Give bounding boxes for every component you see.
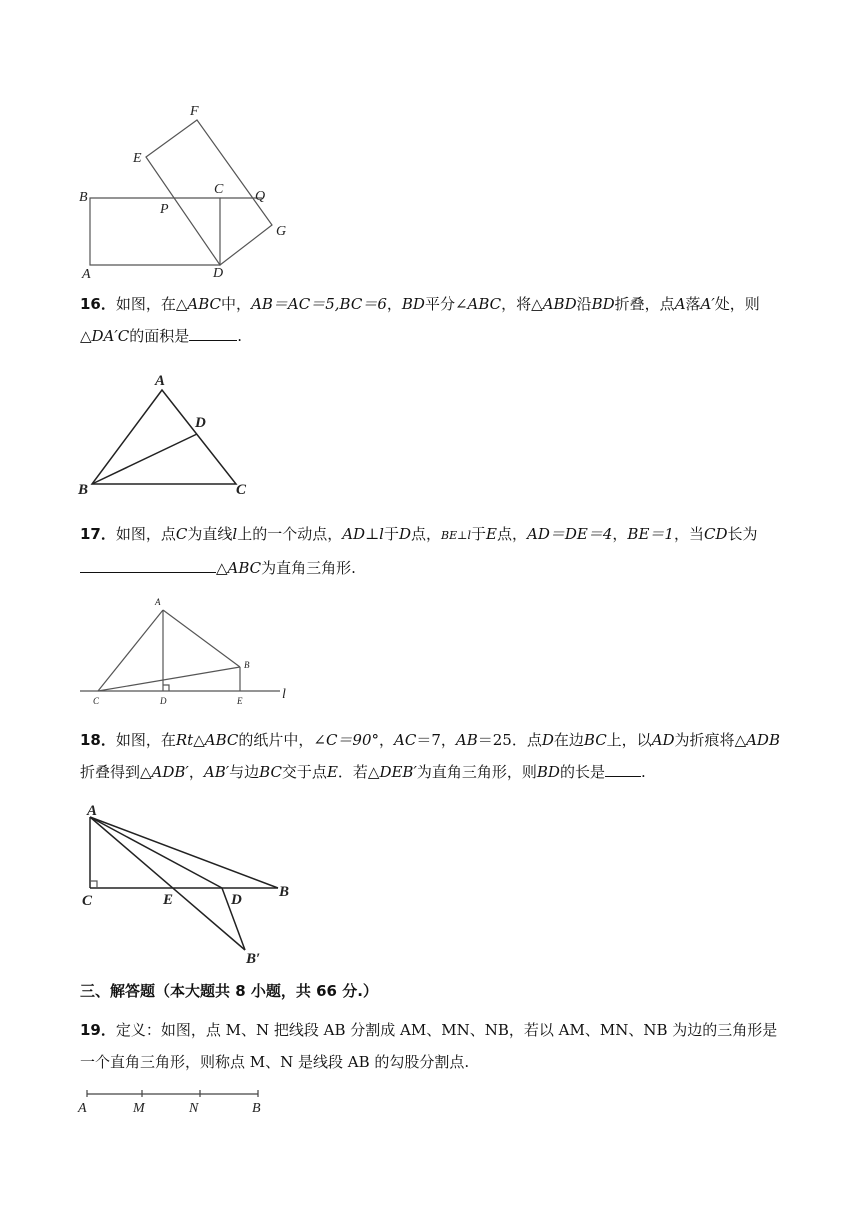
label-b: B	[279, 884, 290, 900]
triangle-abc	[92, 390, 236, 484]
label-a: A	[78, 1101, 87, 1116]
label-d: D	[160, 696, 167, 706]
label-b: B	[78, 482, 89, 498]
answer-blank[interactable]	[189, 324, 237, 341]
figure-18	[70, 800, 310, 970]
label-c: C	[93, 696, 100, 706]
label-e: E	[133, 151, 142, 166]
question-19	[80, 1014, 792, 1078]
rectangle-defg	[146, 120, 272, 265]
answer-blank[interactable]	[605, 760, 641, 777]
label-e: E	[163, 892, 174, 908]
label-a: A	[155, 373, 166, 389]
label-b: B	[79, 190, 88, 205]
segment-ab-prime	[90, 817, 245, 950]
figure-19	[70, 1085, 290, 1121]
section-title: 三、解答题（本大题共 8 小题，共 66 分.）	[80, 982, 378, 1000]
question-16: 16．如图，在△ABC中，AB＝AC＝5,BC＝6，BD平分∠ABC，将△ABD沿BD折叠，点A落A′处，则△DA′C的面积是 .	[80, 295, 760, 345]
label-d: D	[195, 415, 206, 431]
label-p: P	[160, 202, 169, 217]
label-d: D	[213, 266, 224, 281]
figure-16	[70, 370, 260, 500]
label-b: B	[252, 1101, 261, 1116]
label-c: C	[236, 482, 247, 498]
label-l: l	[282, 687, 286, 702]
question-text: 定义：如图，点 M、N 把线段 AB 分割成 AM、MN、NB，若以 AM、MN、NB 为边的三角形是一个直角三角形，则称点 M、N 是线段 AB 的勾股分割点.	[80, 1021, 778, 1071]
right-angle-mark	[163, 685, 169, 691]
question-number: 19．	[80, 1021, 116, 1039]
label-a: A	[82, 267, 91, 282]
right-angle-mark	[90, 881, 97, 888]
label-m: M	[133, 1101, 145, 1116]
figure-15	[70, 100, 300, 285]
label-d: D	[231, 892, 242, 908]
figure-17	[70, 592, 300, 712]
segment-bd	[92, 434, 197, 484]
label-e: E	[237, 696, 243, 706]
label-n: N	[189, 1101, 199, 1116]
question-18: 18．如图，在Rt△ABC的纸片中，∠C＝90°，AC＝7，AB＝25．点D在边BC上，以AD为折痕将△ADB折叠得到△ADB′，AB′与边BC交于点E．若△DEB′为直角三角形，则BD的长是 .	[80, 731, 780, 781]
question-number: 16．	[80, 295, 116, 313]
label-g: G	[276, 224, 287, 239]
segment-ac	[98, 610, 163, 691]
answer-blank[interactable]	[80, 556, 216, 573]
label-a: A	[87, 803, 98, 819]
label-c: C	[82, 893, 93, 909]
rectangle-abcd	[90, 198, 220, 265]
label-q: Q	[255, 189, 266, 204]
label-c: C	[214, 182, 224, 197]
segment-ab	[163, 610, 240, 667]
label-f: F	[190, 104, 199, 119]
label-a: A	[155, 597, 161, 607]
label-b: B	[244, 660, 250, 670]
question-17: 17．如图，点C为直线l上的一个动点，AD⊥l于D点，BE⊥l于E点，AD＝DE＝4，BE＝1，当CD长为△ABC为直角三角形.	[80, 525, 758, 577]
segment-ab	[90, 817, 278, 888]
label-b-prime: B′	[246, 951, 261, 967]
question-number: 17．	[80, 525, 116, 543]
segment-ad	[90, 817, 222, 888]
question-number: 18．	[80, 731, 116, 749]
